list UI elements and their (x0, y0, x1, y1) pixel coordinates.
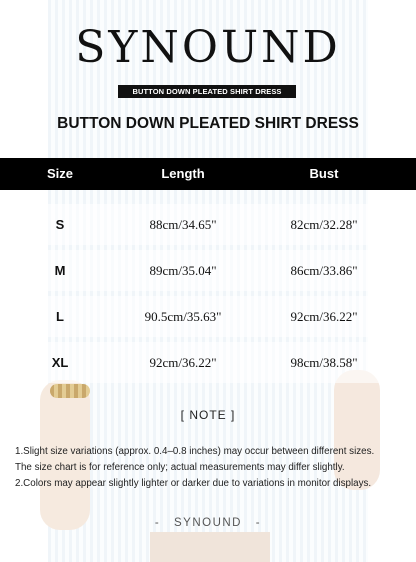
brand-logo: SYNOUND (75, 22, 341, 73)
bust-cell: 86cm/33.86" (290, 263, 358, 278)
footer-brand-text: SYNOUND (173, 517, 242, 529)
length-cell: 88cm/34.65" (149, 217, 217, 232)
header-size: Size (46, 166, 73, 181)
table-header (0, 158, 416, 190)
note-heading: [ NOTE ] (180, 408, 236, 422)
length-cell: 89cm/35.04" (149, 263, 217, 278)
size-cell: M (54, 263, 66, 278)
note-line: 1.Slight size variations (approx. 0.4–0.8 inches) may occur between different sizes. (15, 446, 375, 457)
notes-text (15, 444, 413, 492)
table-row (0, 204, 416, 245)
header-length: Length (161, 166, 205, 181)
footer-dash-left: - (154, 517, 161, 529)
bracelet-icon (50, 384, 90, 398)
footer-dash-right: - (255, 517, 262, 529)
size-cell: L (56, 309, 64, 324)
footer-brand (0, 514, 416, 532)
size-cell: S (55, 217, 65, 232)
table-row (0, 296, 416, 337)
bust-cell: 98cm/38.58" (290, 355, 358, 370)
size-cell: XL (51, 355, 69, 370)
note-line: 2.Colors may appear slightly lighter or darker due to variations in monitor displays. (15, 478, 372, 489)
bust-cell: 82cm/32.28" (290, 217, 358, 232)
note-line: The size chart is for reference only; actual measurements may differ slightly. (15, 462, 345, 473)
subtitle-pill: BUTTON DOWN PLEATED SHIRT DRESS (118, 85, 296, 98)
header-bust: Bust (309, 166, 339, 181)
bust-cell: 92cm/36.22" (290, 309, 358, 324)
page-title: BUTTON DOWN PLEATED SHIRT DRESS (57, 115, 359, 132)
length-cell: 90.5cm/35.63" (144, 309, 222, 324)
length-cell: 92cm/36.22" (149, 355, 217, 370)
table-row (0, 342, 416, 383)
table-row (0, 250, 416, 291)
